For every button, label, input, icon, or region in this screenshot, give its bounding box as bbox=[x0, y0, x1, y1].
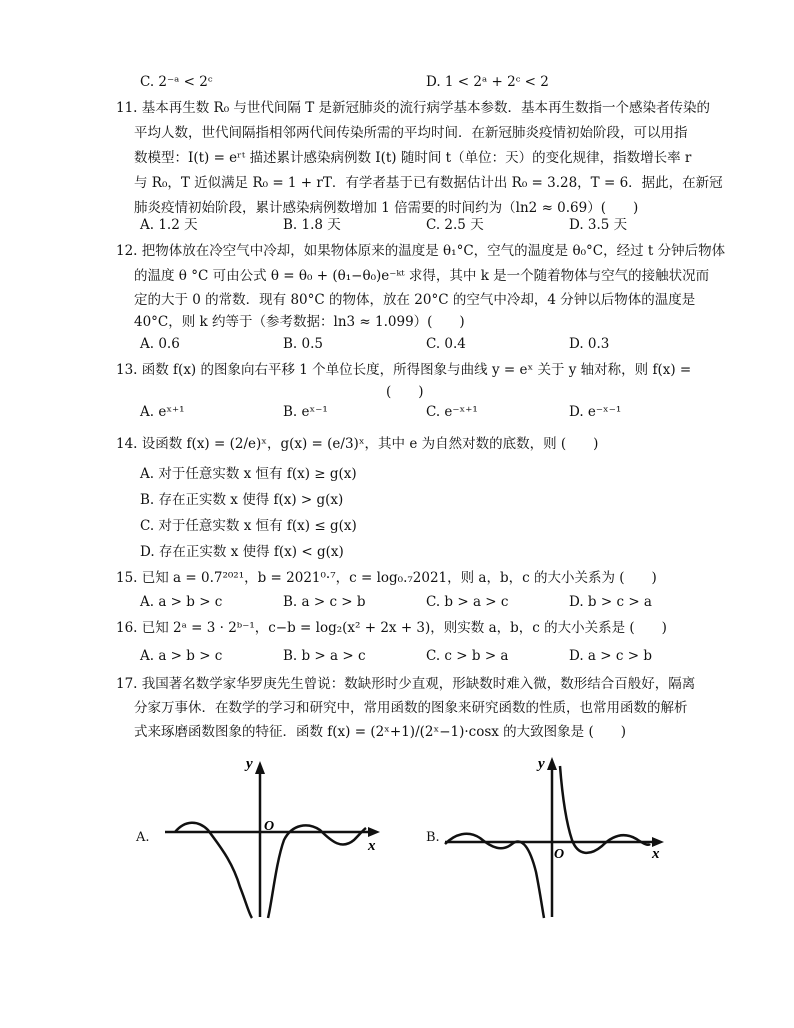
q12-option-a: A. 0.6 bbox=[140, 336, 180, 352]
graph-a-curve-right bbox=[268, 825, 366, 918]
q11-option-a: A. 1.2 天 bbox=[140, 217, 198, 233]
q11-line-2: 平均人数，世代间隔指相邻两代间传染所需的平均时间．在新冠肺炎疫情初始阶段，可以用指 bbox=[134, 125, 688, 141]
q14-option-b: B. 存在正实数 x 使得 f(x) > g(x) bbox=[140, 492, 344, 508]
graph-b-label: B. bbox=[426, 830, 440, 845]
q12-line-1: 12. 把物体放在冷空气中冷却，如果物体原来的温度是 θ₁°C，空气的温度是 θ₀°C，经过 t 分钟后物体 bbox=[116, 243, 726, 259]
graph-a-y-label: y bbox=[246, 756, 253, 772]
graph-a bbox=[160, 752, 390, 924]
graph-b-y-arrow bbox=[547, 757, 557, 770]
option-d-top: D. 1 < 2ᵃ + 2ᶜ < 2 bbox=[426, 74, 549, 90]
q12-line-2: 的温度 θ °C 可由公式 θ = θ₀ + (θ₁−θ₀)e⁻ᵏᵗ 求得，其中 k 是一个随着物体与空气的接触状况而 bbox=[134, 268, 710, 284]
q13-answer-paren: ( ) bbox=[386, 384, 424, 400]
q16-option-b: B. b > a > c bbox=[283, 648, 366, 664]
q15-option-c: C. b > a > c bbox=[426, 594, 509, 610]
q17-line-2: 分家万事休．在数学的学习和研究中，常用函数的图象来研究函数的性质，也常用函数的解析 bbox=[134, 700, 688, 716]
graph-a-label: A. bbox=[136, 830, 150, 845]
graph-b-curve-right bbox=[560, 766, 650, 853]
q11-line-1: 11. 基本再生数 R₀ 与世代间隔 T 是新冠肺炎的流行病学基本参数．基本再生数指一个感染者传染的 bbox=[116, 100, 711, 116]
q14-line-1: 14. 设函数 f(x) = (2/e)ˣ，g(x) = (e/3)ˣ，其中 e 为自然对数的底数，则 ( ) bbox=[116, 436, 599, 452]
q14-option-a: A. 对于任意实数 x 恒有 f(x) ≥ g(x) bbox=[140, 466, 357, 482]
q12-line-4: 40°C，则 k 约等于（参考数据：ln3 ≈ 1.099）( ) bbox=[134, 314, 465, 330]
q16-line-1: 16. 已知 2ᵃ = 3 · 2ᵇ⁻¹，c−b = log₂(x² + 2x + 3)，则实数 a，b，c 的大小关系是 ( ) bbox=[116, 620, 667, 636]
graph-a-x-arrow bbox=[368, 827, 380, 837]
option-c-top: C. 2⁻ᵃ < 2ᶜ bbox=[140, 74, 213, 90]
graph-a-origin-label: O bbox=[264, 819, 275, 834]
q13-option-a: A. eˣ⁺¹ bbox=[140, 404, 185, 420]
graph-b-curve-left bbox=[445, 834, 544, 918]
q17-line-3: 式来琢磨函数图象的特征．函数 f(x) = (2ˣ+1)/(2ˣ−1)·cosx 的大致图象是 ( ) bbox=[134, 724, 627, 740]
q14-option-c: C. 对于任意实数 x 恒有 f(x) ≤ g(x) bbox=[140, 518, 357, 534]
graph-b-x-label: x bbox=[652, 846, 660, 862]
q11-line-5: 肺炎疫情初始阶段，累计感染病例数增加 1 倍需要的时间约为（ln2 ≈ 0.69）( ) bbox=[134, 200, 639, 216]
q11-option-c: C. 2.5 天 bbox=[426, 217, 484, 233]
q17-line-1: 17. 我国著名数学家华罗庚先生曾说：数缺形时少直观，形缺数时难入微，数形结合百般好，隔离 bbox=[116, 676, 696, 692]
q11-option-b: B. 1.8 天 bbox=[283, 217, 341, 233]
q11-option-d: D. 3.5 天 bbox=[569, 217, 628, 233]
graph-b-origin-label: O bbox=[554, 847, 565, 862]
q12-option-b: B. 0.5 bbox=[283, 336, 323, 352]
q16-option-d: D. a > c > b bbox=[569, 648, 652, 664]
graph-b-y-label: y bbox=[538, 756, 545, 772]
q11-line-4: 与 R₀，T 近似满足 R₀ = 1 + rT．有学者基于已有数据估计出 R₀ = 3.28，T = 6．据此，在新冠 bbox=[134, 175, 723, 191]
q13-option-d: D. e⁻ˣ⁻¹ bbox=[569, 404, 622, 420]
q15-option-a: A. a > b > c bbox=[140, 594, 223, 610]
q12-line-3: 定的大于 0 的常数．现有 80°C 的物体，放在 20°C 的空气中冷却，4 分钟以后物体的温度是 bbox=[134, 292, 696, 308]
q11-line-3: 数模型：I(t) = eʳᵗ 描述累计感染病例数 I(t) 随时间 t（单位：天）的变化规律，指数增长率 r bbox=[134, 150, 692, 166]
graph-a-y-arrow bbox=[255, 761, 265, 774]
graph-a-x-label: x bbox=[368, 838, 376, 854]
q16-option-c: C. c > b > a bbox=[426, 648, 509, 664]
q12-option-c: C. 0.4 bbox=[426, 336, 466, 352]
q13-line-1: 13. 函数 f(x) 的图象向右平移 1 个单位长度，所得图象与曲线 y = eˣ 关于 y 轴对称，则 f(x) = bbox=[116, 362, 692, 378]
graph-b bbox=[440, 752, 675, 924]
graph-a-curve-left bbox=[175, 823, 252, 918]
q15-line-1: 15. 已知 a = 0.7²⁰²¹，b = 2021⁰·⁷，c = log₀.₇2021，则 a，b，c 的大小关系为 ( ) bbox=[116, 570, 657, 586]
q15-option-d: D. b > c > a bbox=[569, 594, 652, 610]
q12-option-d: D. 0.3 bbox=[569, 336, 610, 352]
q14-option-d: D. 存在正实数 x 使得 f(x) < g(x) bbox=[140, 544, 344, 560]
q13-option-c: C. e⁻ˣ⁺¹ bbox=[426, 404, 478, 420]
q15-option-b: B. a > c > b bbox=[283, 594, 366, 610]
q13-option-b: B. eˣ⁻¹ bbox=[283, 404, 328, 420]
q16-option-a: A. a > b > c bbox=[140, 648, 223, 664]
